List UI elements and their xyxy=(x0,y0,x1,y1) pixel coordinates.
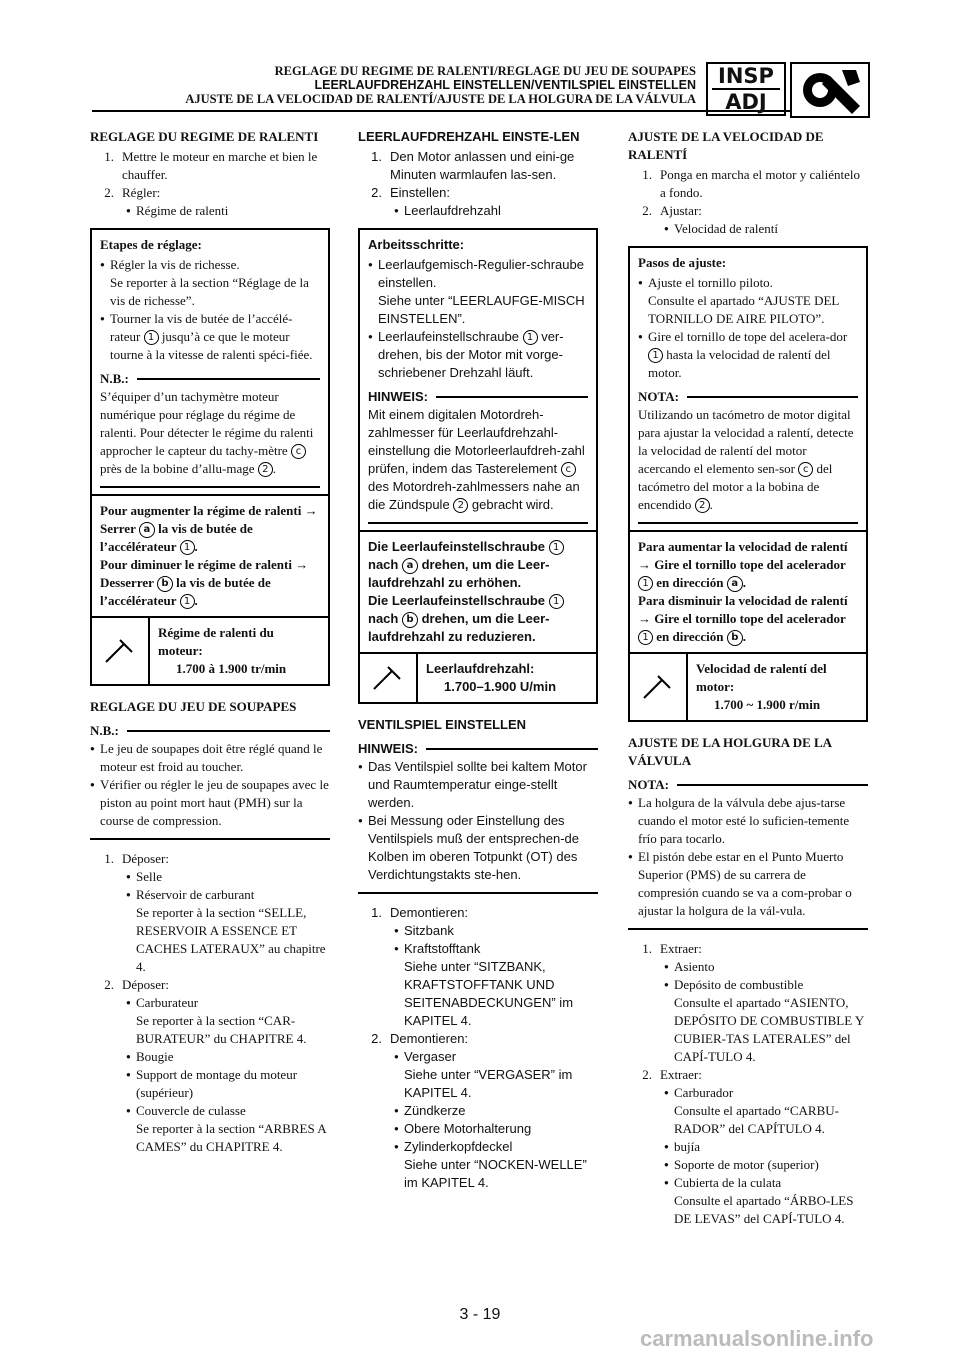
de-valve-item-tank-ref: Siehe unter “SITZBANK, KRAFTSTOFFTANK UND SEITENABDECKUNGEN” im KAPITEL 4. xyxy=(404,959,574,1028)
de-box-item-2: ● Leerlaufeinstellschraube 1 ver-drehen, bis der Motor mit vorge-schriebener Drehzahl läuft. xyxy=(368,328,588,382)
fr-valve-note-1: ● Le jeu de soupapes doit être réglé quand le moteur est froid au toucher. xyxy=(90,741,323,774)
es-box-heading: Pasos de ajuste: xyxy=(638,255,727,270)
de-valve-note-label: HINWEIS: xyxy=(358,740,598,758)
de-valve-step-1: 1. Demontieren: xyxy=(371,905,469,920)
fr-valve-note-2: ● Vérifier ou régler le jeu de soupapes avec le piston au point mort haut (PMH) sur la course de compression. xyxy=(90,777,329,828)
wrench-spanner-icon xyxy=(790,62,870,118)
fr-spec-label: Régime de ralenti du moteur: xyxy=(158,625,274,658)
de-step-2: 2. Einstellen: xyxy=(371,185,450,200)
de-valve-item-carb: ● Vergaser xyxy=(394,1048,598,1066)
de-spec-value: 1.700–1.900 U/min xyxy=(444,679,557,694)
de-valve-title: VENTILSPIEL EINSTELLEN xyxy=(358,717,527,732)
de-box-heading: Arbeitsschritte: xyxy=(368,237,465,252)
fr-valve-item-seat: ● Selle xyxy=(126,868,330,886)
de-valve-item-tank: ● Kraftstofftank xyxy=(394,940,598,958)
de-box-note-label: HINWEIS: xyxy=(368,388,588,406)
es-box-decrease: Para disminuir la velocidad de ralentí → Gire el tornillo tope del acelerador 1 en dirección b . xyxy=(638,593,848,644)
de-valve-item-plug: ● Zündkerze xyxy=(394,1102,598,1120)
es-box-item-2: ● Gire el tornillo de tope del acelera-dor 1 hasta la velocidad de ralentí del motor. xyxy=(638,328,858,382)
fr-valve-item-cover: ● Couvercle de culasse xyxy=(126,1102,330,1120)
de-box-increase: Die Leerlaufeinstellschraube 1 nach a drehen, um die Leer-laufdrehzahl zu erhöhen. xyxy=(368,538,588,592)
de-valve-item-seat: ● Sitzbank xyxy=(394,922,598,940)
es-title: AJUSTE DE LA VELOCIDAD DE RALENTÍ xyxy=(628,129,824,162)
de-valve-note-1: ● Das Ventilspiel sollte bei kaltem Motor und Raumtemperatur einge-stellt werden. xyxy=(358,759,587,810)
es-valve-item-tank-ref: Consulte el apartado “ASIENTO, DEPÓSITO DE COMBUSTIBLE Y CUBIER-TAS LATERALES” del CAPÍ-TULO 4. xyxy=(674,995,864,1064)
es-valve-item-tank: ● Depósito de combustible xyxy=(664,976,868,994)
fr-step-2-item: ● Régime de ralenti xyxy=(126,202,330,220)
page-number: 3 - 19 xyxy=(459,1306,501,1323)
es-valve-item-seat: ● Asiento xyxy=(664,958,868,976)
es-spec-label: Velocidad de ralentí del motor: xyxy=(696,661,827,694)
fr-valve-item-tank-ref: Se reporter à la section “SELLE, RESERVOIR A ESSENCE ET CACHES LATERAUX” au chapitre 4. xyxy=(136,905,326,974)
de-valve-item-cover-ref: Siehe unter “NOCKEN-WELLE” im KAPITEL 4. xyxy=(404,1157,587,1190)
es-box-note: Utilizando un tacómetro de motor digital para ajustar la velocidad a ralentí, detecte la velocidad de ralentí del motor acercando el elemento sen-sor c del tacómetro del motor a la bobina de encendido 2 . xyxy=(638,407,854,512)
fr-box-heading: Etapes de réglage: xyxy=(100,237,202,252)
fr-spec-row xyxy=(92,616,328,684)
fr-valve-item-carb: ● Carburateur xyxy=(126,994,330,1012)
de-box-decrease: Die Leerlaufeinstellschraube 1 nach b drehen, um die Leer-laufdrehzahl zu reduzieren. xyxy=(368,592,588,646)
es-valve-item-carb-ref: Consulte el apartado “CARBU-RADOR” del CAPÍTULO 4. xyxy=(674,1103,839,1136)
specification-wrench-icon xyxy=(360,654,418,702)
column-french xyxy=(90,128,330,1156)
es-box-item-1-ref: Consulte el apartado “AJUSTE DEL TORNILLO DE AIRE PILOTO”. xyxy=(648,293,839,326)
es-valve-item-plug: ● bujía xyxy=(664,1138,868,1156)
es-spec-row xyxy=(630,652,866,720)
de-valve-step-2: 2. Demontieren: xyxy=(371,1031,469,1046)
de-spec-row xyxy=(360,652,596,702)
specification-wrench-icon xyxy=(92,618,150,684)
de-valve-item-cover: ● Zylinderkopfdeckel xyxy=(394,1138,598,1156)
fr-box-decrease: Pour diminuer le régime de ralenti → Desserrer b la vis de butée de l’accélérateur 1 . xyxy=(100,557,309,608)
fr-valve-step-2: 2. Déposer: xyxy=(104,977,169,992)
column-spanish xyxy=(628,128,868,1228)
specification-wrench-icon xyxy=(630,654,688,720)
es-valve-step-1: 1. Extraer: xyxy=(642,941,702,956)
es-box-increase: Para aumentar la velocidad de ralentí → Gire el tornillo tope del acelerador 1 en dirección a . xyxy=(638,539,848,590)
es-valve-item-bracket: ● Soporte de motor (superior) xyxy=(664,1156,868,1174)
de-valve-item-carb-ref: Siehe unter “VERGASER” im KAPITEL 4. xyxy=(404,1067,573,1100)
de-step-2-item: ● Leerlaufdrehzahl xyxy=(394,202,598,220)
fr-procedure-box xyxy=(90,228,330,686)
column-german xyxy=(358,128,598,1192)
es-step-2: 2. Ajustar: xyxy=(642,203,702,218)
es-valve-step-2: 2. Extraer: xyxy=(642,1067,702,1082)
fr-valve-item-tank: ● Réservoir de carburant xyxy=(126,886,330,904)
de-valve-note-2: ● Bei Messung oder Einstellung des Ventilspiels muß der entsprechen-de Kolben im oberen Totpunkt (OT) des Verdichtungstakts ste-hen. xyxy=(358,813,580,882)
fr-valve-title: REGLAGE DU JEU DE SOUPAPES xyxy=(90,699,297,714)
fr-box-note-label: N.B.: xyxy=(100,370,320,388)
fr-box-note: S’équiper d’un tachymètre moteur numérique pour réglage du régime de ralenti. Pour détecter le régime du ralenti approcher le capteur du tachy-mètre c près de la bobine d’allu-mage 2 . xyxy=(100,389,314,476)
watermark: carmanualsonline.info xyxy=(640,1326,874,1351)
es-step-2-item: ● Velocidad de ralentí xyxy=(664,220,868,238)
de-box-item-1-ref: Siehe unter “LEERLAUFGE-MISCH EINSTELLEN”. xyxy=(378,293,585,326)
header-title-de: LEERLAUFDREHZAHL EINSTELLEN/VENTILSPIEL EINSTELLEN xyxy=(314,78,696,92)
fr-title: REGLAGE DU REGIME DE RALENTI xyxy=(90,129,319,144)
de-spec-label: Leerlaufdrehzahl: xyxy=(426,661,535,676)
de-title: LEERLAUFDREHZAHL EINSTE-LEN xyxy=(358,129,580,144)
es-valve-item-cover: ● Cubierta de la culata xyxy=(664,1174,868,1192)
fr-valve-item-carb-ref: Se reporter à la section “CAR-BURATEUR” du CHAPITRE 4. xyxy=(136,1013,307,1046)
fr-box-item-2: ● Tourner la vis de butée de l’accélé-rateur 1 jusqu’à ce que le moteur tourne à la vitesse de ralenti spéci-fiée. xyxy=(100,310,320,364)
es-spec-value: 1.700 ~ 1.900 r/min xyxy=(714,697,821,712)
badge-insp: INSP xyxy=(718,64,774,88)
es-valve-note-1: ● La holgura de la válvula debe ajus-tarse cuando el motor esté lo suficien-temente frío para tocarlo. xyxy=(628,795,850,846)
header-title-fr: REGLAGE DU REGIME DE RALENTI/REGLAGE DU JEU DE SOUPAPES xyxy=(274,64,696,78)
es-valve-item-cover-ref: Consulte el apartado “ÁRBO-LES DE LEVAS” del CAPÍ-TULO 4. xyxy=(674,1193,854,1226)
page-header xyxy=(80,64,696,106)
es-valve-note-label: NOTA: xyxy=(628,776,868,794)
badge-adj: ADJ xyxy=(725,90,767,114)
de-box-note: Mit einem digitalen Motordreh-zahlmesser für Leerlaufdrehzahl-einstellung die Motorleerlaufdreh-zahl prüfen, indem das Tasterelement c des Motordreh-zahlmessers nahe an die Zündspule 2 gebracht wird. xyxy=(368,407,585,512)
fr-valve-item-cover-ref: Se reporter à la section “ARBRES A CAMES” du CHAPITRE 4. xyxy=(136,1121,326,1154)
fr-step-1: 1. Mettre le moteur en marche et bien le chauffer. xyxy=(104,149,318,182)
de-procedure-box xyxy=(358,228,598,704)
fr-spec-value: 1.700 à 1.900 tr/min xyxy=(176,661,287,676)
fr-step-2: 2. Régler: xyxy=(104,185,161,200)
fr-valve-note-label: N.B.: xyxy=(90,722,330,740)
es-step-1: 1. Ponga en marcha el motor y caliéntelo a fondo. xyxy=(642,167,860,200)
fr-valve-item-bracket: ● Support de montage du moteur (supérieur) xyxy=(126,1066,330,1102)
fr-box-item-1-ref: Se reporter à la section “Réglage de la vis de richesse”. xyxy=(110,275,309,308)
de-valve-item-bracket: ● Obere Motorhalterung xyxy=(394,1120,598,1138)
fr-box-increase: Pour augmenter la régime de ralenti → Serrer a la vis de butée de l’accélérateur 1 . xyxy=(100,503,318,554)
fr-valve-item-plug: ● Bougie xyxy=(126,1048,330,1066)
es-valve-item-carb: ● Carburador xyxy=(664,1084,868,1102)
es-box-note-label: NOTA: xyxy=(638,388,858,406)
fr-box-item-1: ● Régler la vis de richesse. xyxy=(100,256,320,274)
fr-valve-step-1: 1. Déposer: xyxy=(104,851,169,866)
es-box-item-1: ● Ajuste el tornillo piloto. xyxy=(638,274,858,292)
de-step-1: 1. Den Motor anlassen und eini-ge Minuten warmlaufen las-sen. xyxy=(371,149,575,182)
section-badge xyxy=(706,62,786,116)
es-procedure-box xyxy=(628,246,868,722)
header-title-es: AJUSTE DE LA VELOCIDAD DE RALENTÍ/AJUSTE DE LA HOLGURA DE LA VÁLVULA xyxy=(185,92,696,106)
es-valve-title: AJUSTE DE LA HOLGURA DE LA VÁLVULA xyxy=(628,735,832,768)
de-box-item-1: ● Leerlaufgemisch-Regulier-schraube einstellen. xyxy=(368,256,588,292)
es-valve-note-2: ● El pistón debe estar en el Punto Muerto Superior (PMS) de su carrera de compresión cuando se va a com-probar o ajustar la holgura de la vál-vula. xyxy=(628,849,852,918)
